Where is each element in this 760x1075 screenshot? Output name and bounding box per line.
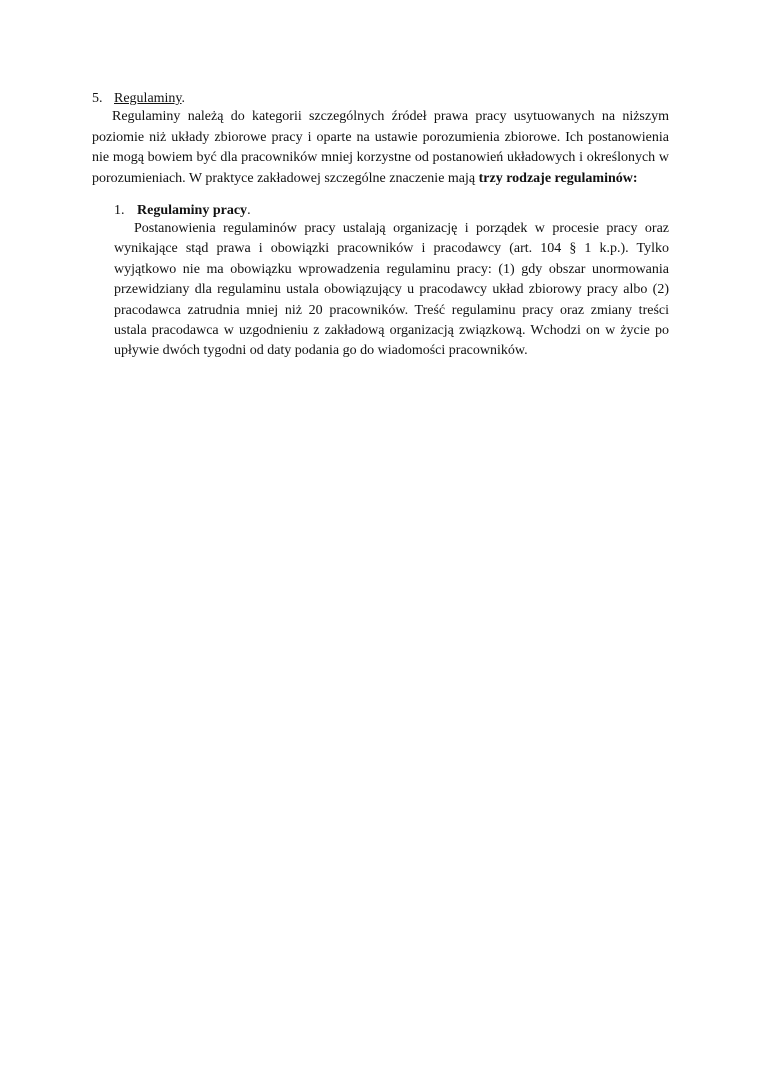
- section-heading: [92, 89, 185, 109]
- section-title: Regulaminy: [114, 91, 182, 106]
- subsection-heading: [114, 201, 251, 221]
- subsection-title: Regulaminy pracy: [137, 203, 248, 218]
- subsection-title-suffix: .: [247, 203, 251, 218]
- intro-paragraph-end: :: [632, 170, 638, 186]
- section-title-suffix: .: [181, 91, 186, 106]
- section-number: 5.: [92, 91, 103, 106]
- intro-paragraph-text: Regulaminy należą do kategorii szczególnych źródeł prawa pracy usytuowanych na niższym poziomie niż układy zbiorowe pracy i oparte na ustawie porozumienia zbiorowe. Ich postanowienia nie mogą bowiem być dla pracowników mniej korzystne od postanowień układowych i określonych w porozumieniach. W praktyce zakładowej szczególne znaczenie mają: [92, 109, 669, 186]
- regulaminy-pracy-paragraph: Postanowienia regulaminów pracy ustalają organizację i porządek w procesie pracy oraz wynikające stąd prawa i obowiązki pracowników i pracodawcy (art. 104 § 1 k.p.). Tylko wyjątkowo nie ma obowiązku wprowadzenia regulaminu pracy: (1) gdy obszar unormowania przewidziany dla regulaminu ustala obowiązujący u pracodawcy układ zbiorowy pracy albo (2) pracodawca zatrudnia mniej niż 20 pracowników. Treść regulaminu pracy oraz zmiany treści ustala pracodawca w uzgodnieniu z zakładową organizacją związkową. Wchodzi on w życie po upływie dwóch tygodni od daty podania go do wiadomości pracowników.: [114, 221, 669, 359]
- intro-paragraph: [92, 107, 669, 189]
- subsection-number: 1.: [114, 203, 125, 218]
- intro-paragraph-bold: trzy rodzaje regulaminów: [478, 170, 633, 186]
